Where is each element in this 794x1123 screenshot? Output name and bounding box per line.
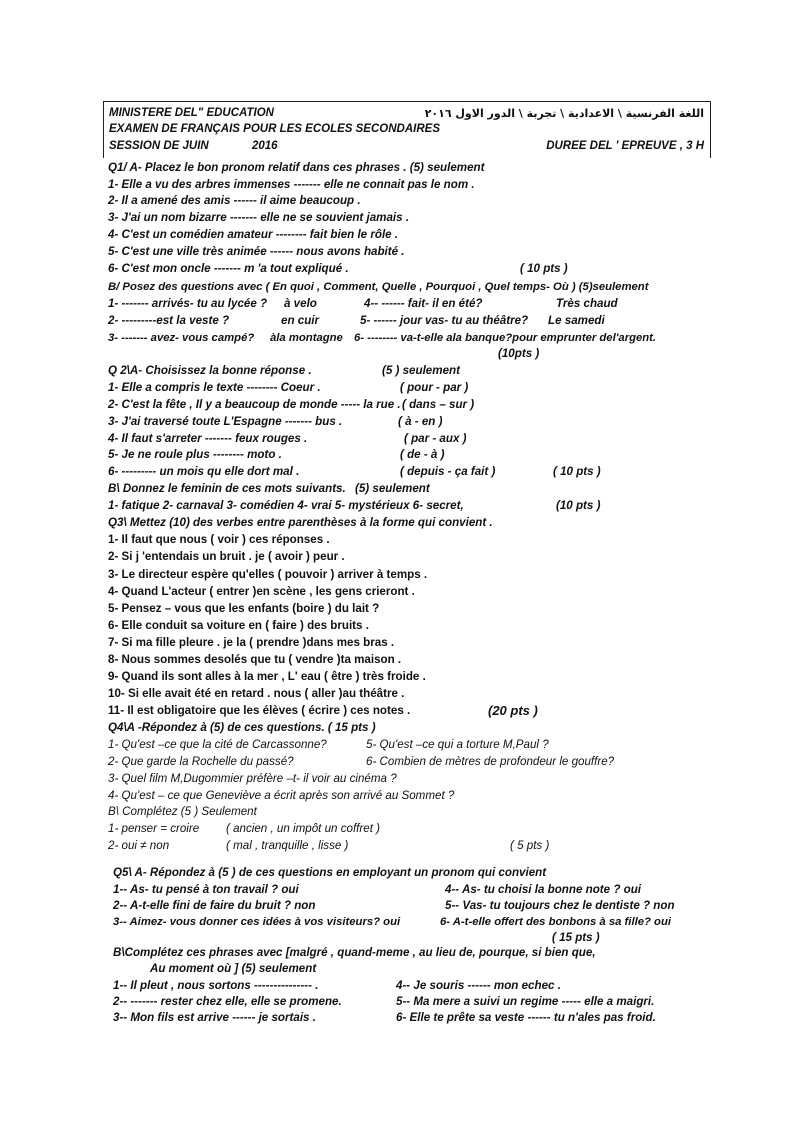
q5-a-points: ( 15 pts ) — [552, 931, 600, 944]
q5-b-title: B\Complétez ces phrases avec [malgré , quand-meme , au lieu de, pourque, si bien que, — [113, 946, 596, 959]
q5-b-title-continued: Au moment où ] (5) seulement — [150, 962, 317, 975]
arabic-header: اللغة الفرنسية \ الاعدادية \ تجربة \ الدور الاول ٢٠١٦ — [424, 107, 704, 120]
q1-a-points: ( 10 pts ) — [520, 262, 568, 275]
q1-b-question: 2- ---------est la veste ? — [108, 314, 230, 327]
q1-b-answer: en cuir — [281, 314, 320, 327]
q2-a-choices: ( de - à ) — [400, 448, 445, 461]
q4-a-question: 5- Qu'est –ce qui a torture M,Paul ? — [366, 738, 549, 751]
q1-a-item: 6- C'est mon oncle ------- m 'a tout expliqué . — [108, 262, 349, 275]
session-year: 2016 — [252, 140, 278, 152]
q2-a-choices: ( dans – sur ) — [402, 398, 475, 411]
session-label: SESSION DE JUIN — [109, 140, 209, 152]
q5-b-sentence: 5-- Ma mere a suivi un regime ----- elle a maigri. — [396, 995, 655, 1008]
q2-a-title-row — [108, 363, 708, 379]
exam-duration: DUREE DEL ' EPREUVE , 3 H — [546, 140, 704, 152]
q5-b-sentence: 3-- Mon fils est arrive ------ je sortais . — [113, 1011, 316, 1024]
q4-a-question: 4- Qu'est – ce que Geneviève a écrit après son arrivé au Sommet ? — [108, 789, 455, 802]
q1-b-question: 4-- ------ fait- il en été? — [364, 297, 483, 310]
q2-a-item: 2- C'est la fête , Il y a beaucoup de monde ----- la rue . — [108, 398, 401, 411]
header-row-ministry — [109, 106, 704, 121]
q5-b-sentence: 2-- ------- rester chez elle, elle se promene. — [113, 995, 342, 1008]
q1-a-title: Q1/ A- Placez le bon pronom relatif dans ces phrases . (5) seulement — [108, 161, 485, 174]
q3-item: 3- Le directeur espère qu'elles ( pouvoir ) arriver à temps . — [108, 568, 428, 581]
q5-a-question: 2-- A-t-elle fini de faire du bruit ? non — [113, 899, 316, 912]
q1-b-title: B/ Posez des questions avec ( En quoi , Comment, Quelle , Pourquoi , Quel temps- Où ) (5)seulement — [108, 281, 649, 293]
q2-a-row — [108, 447, 708, 463]
q5-a-title: Q5\ A- Répondez à (5 ) de ces questions en employant un pronom qui convient — [113, 866, 547, 879]
q1-b-answer: Très chaud — [556, 297, 618, 310]
q5-b-sentence: 4-- Je souris ------ mon echec . — [396, 979, 561, 992]
q5-a-question: 1-- As- tu pensé à ton travail ? oui — [113, 883, 299, 896]
q3-item: 10- Si elle avait été en retard . nous ( aller )au théâtre . — [108, 687, 405, 700]
q4-a-title: Q4\A -Répondez à (5) de ces questions. ( 15 pts ) — [108, 721, 376, 734]
q1-a-item: 2- Il a amené des amis ------ il aime beaucoup . — [108, 194, 361, 207]
q2-a-item: 1- Elle a compris le texte -------- Coeur . — [108, 381, 321, 394]
q3-item: 2- Si j 'entendais un bruit . je ( avoir ) peur . — [108, 550, 345, 563]
q2-a-choices: ( par - aux ) — [404, 432, 467, 445]
q1-b-question: 1- ------- arrivés- tu au lycée ? — [108, 297, 268, 310]
q2-a-item: 4- Il faut s'arreter ------- feux rouges . — [108, 432, 308, 445]
q2-a-choices: ( depuis - ça fait ) — [400, 465, 496, 478]
q5-a-question: 3-- Aimez- vous donner ces idées à vos visiteurs? oui — [113, 916, 401, 928]
q5-a-question: 6- A-t-elle offert des bonbons à sa fille? oui — [440, 916, 671, 928]
q4-b-title: B\ Complétez (5 ) Seulement — [108, 805, 257, 818]
q4-a-question: 2- Que garde la Rochelle du passé? — [108, 755, 294, 768]
q3-item: 4- Quand L'acteur ( entrer )en scène , les gens crieront . — [108, 585, 415, 598]
q3-last-row — [108, 703, 708, 719]
q2-a-item: 3- J'ai traversé toute L'Espagne ------- bus . — [108, 415, 343, 428]
q4-a-question: 6- Combien de mètres de profondeur le gouffre? — [366, 755, 615, 768]
q2-a-item: 5- Je ne roule plus -------- moto . — [108, 448, 282, 461]
q4-a-question: 1- Qu'est –ce que la cité de Carcassonne? — [108, 738, 327, 751]
q4-b-row — [108, 821, 708, 837]
q5-a-question: 5-- Vas- tu toujours chez le dentiste ? non — [445, 899, 675, 912]
q1-b-question: 3- ------- avez- vous campé? — [108, 332, 255, 344]
q3-item: 6- Elle conduit sa voiture en ( faire ) des bruits . — [108, 619, 369, 632]
q2-b-points: (10 pts ) — [556, 499, 601, 512]
exam-header — [103, 101, 711, 158]
q2-a-choices: ( pour - par ) — [400, 381, 469, 394]
q1-a-item-row — [108, 261, 708, 277]
q5-b-row — [113, 994, 709, 1010]
q5-b-row — [113, 978, 709, 994]
q2-b-title-row — [108, 481, 708, 497]
q4-b-pair: 2- oui ≠ non — [108, 839, 170, 852]
q3-item: 9- Quand ils sont alles à la mer , L' eau ( être ) très froide . — [108, 670, 426, 683]
q3-title: Q3\ Mettez (10) des verbes entre parenthèses à la forme qui convient . — [108, 516, 493, 529]
q4-b-row — [108, 838, 708, 854]
q1-a-item: 1- Elle a vu des arbres immenses ------- elle ne connait pas le nom . — [108, 178, 475, 191]
q2-b-count: (5) seulement — [355, 482, 430, 495]
q3-item: 1- Il faut que nous ( voir ) ces réponses . — [108, 533, 330, 546]
ministry-name: MINISTERE DEL" EDUCATION — [109, 107, 274, 119]
q2-a-choices: ( à - en ) — [398, 415, 443, 428]
header-row-exam — [109, 122, 704, 137]
q3-item: 11- Il est obligatoire que les élèves ( écrire ) ces notes . — [108, 704, 411, 717]
q4-b-pair: 1- penser = croire — [108, 822, 200, 835]
q4-a-row — [108, 754, 708, 770]
q4-a-row — [108, 737, 708, 753]
q4-b-words: ( mal , tranquille , lisse ) — [226, 839, 349, 852]
q2-a-row — [108, 431, 708, 447]
q2-a-item: 6- --------- un mois qu elle dort mal . — [108, 465, 300, 478]
q2-a-row — [108, 464, 708, 480]
q1-b-answer: àla montagne — [270, 332, 343, 344]
q1-b-question: 5- ------ jour vas- tu au théâtre? — [360, 314, 529, 327]
q4-b-points: ( 5 pts ) — [510, 839, 550, 852]
q1-b-question: 6- -------- va-t-elle ala banque?pour emprunter del'argent. — [354, 332, 657, 344]
q2-a-row — [108, 397, 708, 413]
q4-b-words: ( ancien , un impôt un coffret ) — [226, 822, 381, 835]
q1-b-points: (10pts ) — [498, 347, 540, 360]
q1-a-item: 3- J'ai un nom bizarre ------- elle ne se souvient jamais . — [108, 211, 410, 224]
q2-b-words: 1- fatique 2- carnaval 3- comédien 4- vrai 5- mystérieux 6- secret, — [108, 499, 464, 512]
q1-b-row — [108, 296, 708, 312]
q2-a-title: Q 2\A- Choisissez la bonne réponse . — [108, 364, 312, 377]
q5-a-row — [113, 882, 709, 898]
q2-a-row — [108, 414, 708, 430]
q3-item: 8- Nous sommes desolés que tu ( vendre )ta maison . — [108, 653, 402, 666]
q1-b-answer: à velo — [284, 297, 317, 310]
q2-a-row — [108, 380, 708, 396]
q4-a-question: 3- Quel film M,Dugommier préfère –t- il voir au cinéma ? — [108, 772, 397, 785]
q5-a-question: 4-- As- tu choisi la bonne note ? oui — [445, 883, 642, 896]
q2-a-count: (5 ) seulement — [382, 364, 460, 377]
q5-a-row — [113, 914, 709, 930]
q2-b-row — [108, 498, 708, 514]
exam-title: EXAMEN DE FRANÇAIS POUR LES ECOLES SECONDAIRES — [109, 123, 440, 135]
q1-b-answer: Le samedi — [548, 314, 605, 327]
q1-b-row — [108, 330, 708, 346]
q1-b-row — [108, 313, 708, 329]
q3-points: (20 pts ) — [488, 703, 538, 718]
q3-item: 7- Si ma fille pleure . je la ( prendre )dans mes bras . — [108, 636, 395, 649]
q5-b-sentence: 6- Elle te prête sa veste ------ tu n'ales pas froid. — [396, 1011, 656, 1024]
q5-b-sentence: 1-- Il pleut , nous sortons --------------- . — [113, 979, 319, 992]
q1-a-item: 5- C'est une ville très animée ------ nous avons habité . — [108, 245, 405, 258]
q2-a-points: ( 10 pts ) — [553, 465, 601, 478]
header-row-session — [109, 139, 704, 154]
q5-b-row — [113, 1010, 709, 1026]
q1-a-item: 4- C'est un comédien amateur -------- fait bien le rôle . — [108, 228, 399, 241]
q3-item: 5- Pensez – vous que les enfants (boire ) du lait ? — [108, 602, 380, 615]
q2-b-title: B\ Donnez le feminin de ces mots suivants. — [108, 482, 346, 495]
q5-a-row — [113, 898, 709, 914]
